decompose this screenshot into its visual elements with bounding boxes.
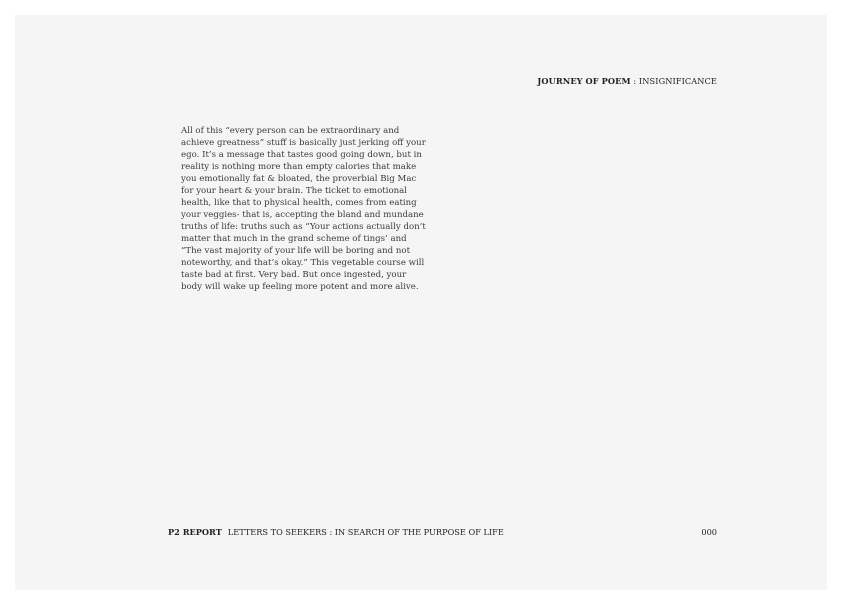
page-number: 000	[701, 527, 717, 537]
footer-report-label: P2 REPORT	[168, 527, 222, 537]
body-paragraph: All of this “every person can be extraordinary and achieve greatness” stuff is basically just jerking off your ego. It’s a message that tastes good going down, but in reality is nothing more than empty calories that make you emotionally fat & bloated, the proverbial Big Mac for your heart & your brain. The ticket to emotional health, like that to physical health, comes from eating your veggies- that is, accepting the bland and mundane truths of life: truths such as “Your actions actually don’t matter that much in the grand scheme of tings’ and “The vast majority of your life will be boring and not noteworthy, and that’s okay.” This vegetable course will taste bad at first. Very bad. But once ingested, your body will wake up feeling more potent and more alive.	[181, 126, 426, 292]
header-section-label: JOURNEY OF POEM	[537, 76, 631, 86]
running-footer	[168, 527, 504, 537]
document-page	[15, 15, 827, 590]
body-text-block	[181, 125, 429, 293]
header-section-title: INSIGNIFICANCE	[638, 76, 717, 86]
header-separator: :	[630, 76, 639, 86]
running-header	[537, 76, 717, 86]
footer-report-title: LETTERS TO SEEKERS : IN SEARCH OF THE PURPOSE OF LIFE	[227, 527, 504, 537]
